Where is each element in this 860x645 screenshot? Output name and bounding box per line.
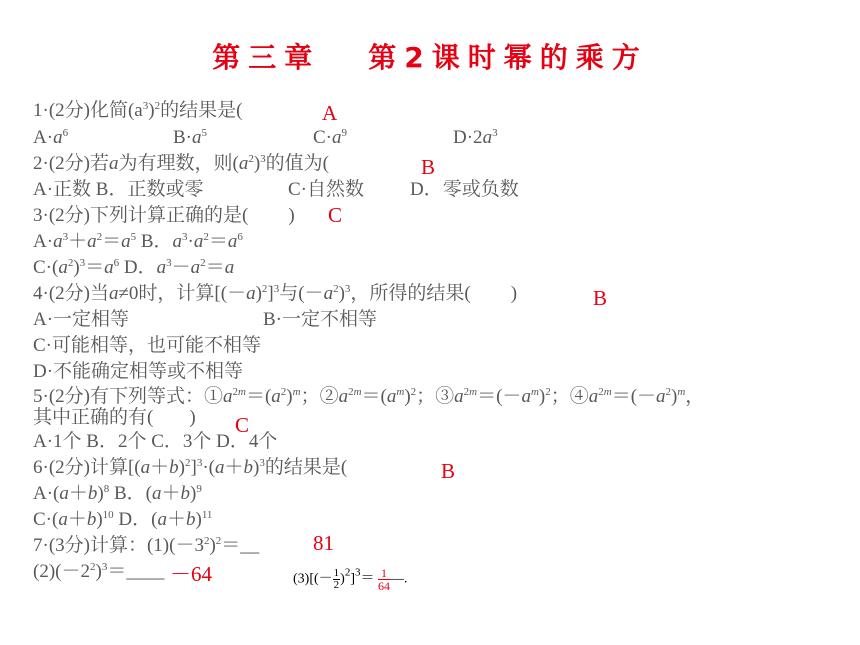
page-title: 第三章 第2课时幂的乘方 <box>212 41 648 74</box>
question-7-part2: $(2)(-2^2)^3=\_\_\_\_$ <box>33 561 165 582</box>
answer-4: B <box>593 286 608 310</box>
question-5-options: A·1个 B．2个 C．3个 D．4个 <box>33 431 278 452</box>
question-6: 6·(2分)计算$[(a+b)^2]^3\cdot(a+b)^3$的结果是( <box>33 457 348 478</box>
question-5: 5·(2分)有下列等式：$①a^{2m}=(a^2)^m$；$②a^{2m}=(a^m)^2$；$③a^{2m}=(-a^m)^2$；$④a^{2m}=(-a^2)^m$， <box>33 386 705 407</box>
question-2: 2·(2分)若a为有理数，则$(a^2)^3$的值为( <box>33 153 329 174</box>
question-4-option-d: D·不能确定相等或不相等 <box>33 361 244 382</box>
question-6-options-ab: $A\cdot(a+b)^8$ B．$(a+b)^9$ <box>33 483 202 504</box>
question-4-option-c: C·可能相等，也可能不相等 <box>33 335 262 356</box>
answer-6: B <box>441 459 456 483</box>
answer-3: C <box>328 203 343 227</box>
question-7: 7·(3分)计算：$(1)(-3^2)^2=\_\_$ <box>33 535 260 556</box>
answer-7-3: $\frac{1}{64}$ <box>378 566 390 593</box>
question-3-options-ab: $A\cdot a^3+a^2=a^5$ B．$a^3\cdot a^2=a^6$ <box>33 231 243 252</box>
question-6-options-cd: $C\cdot(a+b)^{10}$ D．$(a+b)^{11}$ <box>33 509 213 530</box>
question-2-options: A·正数 B．正数或零 C·自然数 D．零或负数 <box>33 179 519 200</box>
question-5-line2: 其中正确的有( ) <box>33 407 196 428</box>
answer-7-2: －64 <box>170 562 212 586</box>
question-1: 1·(2分)化简$(a^3)^2$的结果是( <box>33 100 243 121</box>
answer-1: A <box>322 101 338 125</box>
question-4: 4·(2分)当a≠0时，计算$[(-a)^2]^3$与$(-a^2)^3$，所得的结果( ) <box>33 283 518 304</box>
question-3: 3·(2分)下列计算正确的是( ) <box>33 205 295 226</box>
answer-2: B <box>421 155 436 179</box>
question-7-part3: (3)[(－ $\frac{1}{2}$ )$^2$]$^3$＝ $\frac{1}{64}$ —. <box>293 566 408 593</box>
question-1-options: $A\cdot a^6$ $B\cdot a^5$ $C\cdot a^9$ $D\cdot 2a^3$ <box>33 127 498 148</box>
question-3-options-cd: $C\cdot(a^2)^3=a^6$ D．$a^3-a^2=a$ <box>33 257 235 278</box>
answer-7-1: 81 <box>313 531 334 555</box>
question-4-options-ab: A·一定相等 B·一定不相等 <box>33 309 378 330</box>
answer-5: C <box>235 413 250 437</box>
